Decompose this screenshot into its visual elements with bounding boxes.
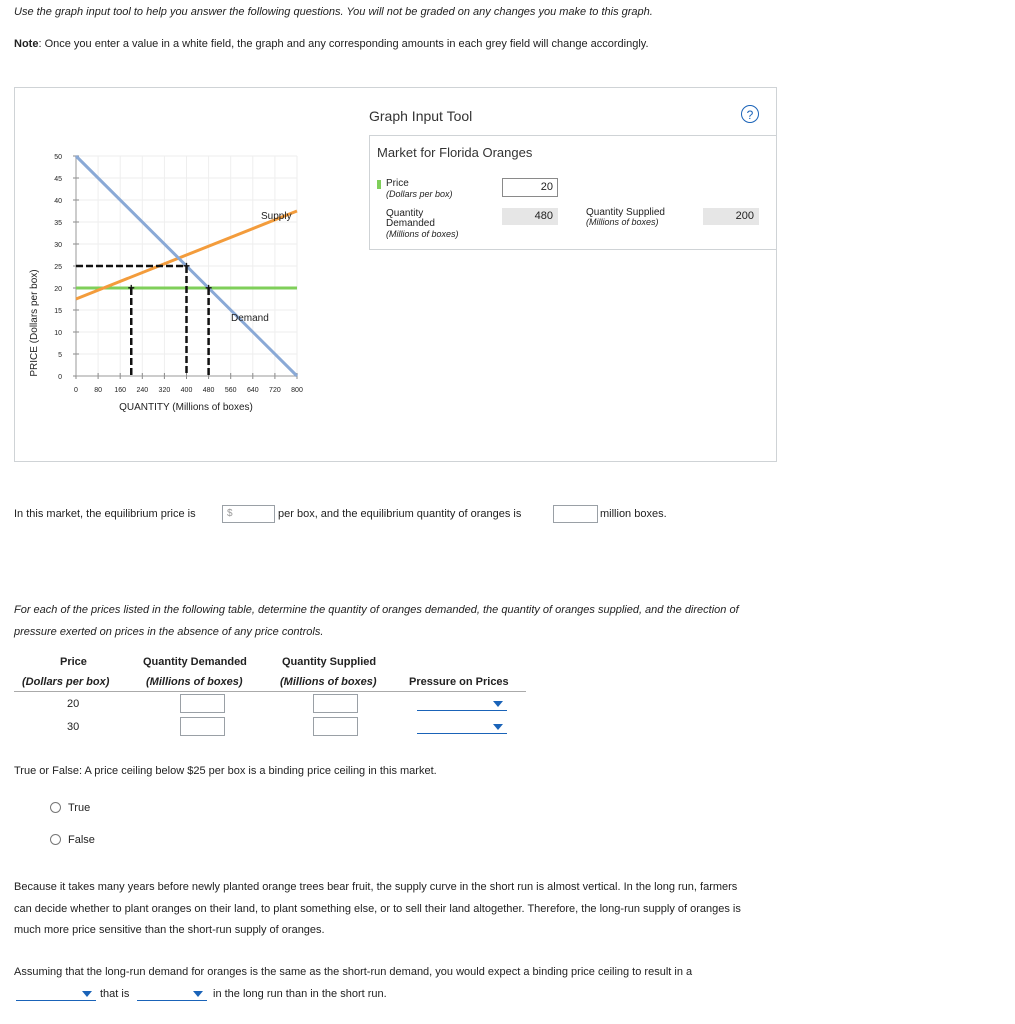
market-chart[interactable]	[15, 88, 345, 458]
y-tick-label: 5	[58, 352, 62, 359]
note-body: : Once you enter a value in a white field, the graph and any corresponding amounts in each grey field will change accordingly.	[38, 38, 649, 50]
x-tick-label: 240	[136, 387, 149, 394]
price-label: Price	[386, 178, 409, 189]
demand-label: Demand	[231, 313, 269, 324]
x-tick-label: 640	[246, 387, 259, 394]
row-price-20: 20	[67, 698, 80, 710]
help-icon[interactable]: ?	[741, 105, 759, 123]
chevron-down-icon	[193, 991, 203, 997]
y-tick-label: 15	[54, 308, 62, 315]
qs-value: 200	[703, 208, 759, 225]
that-is-text: that is	[100, 988, 130, 1000]
price-unit: (Dollars per box)	[386, 189, 453, 199]
header-qd-unit: (Millions of boxes)	[146, 676, 243, 688]
table-intro-2: pressure exerted on prices in the absence of any price controls.	[14, 626, 324, 638]
true-label[interactable]: True	[68, 802, 91, 814]
header-price-unit: (Dollars per box)	[22, 676, 110, 688]
qd-unit: (Millions of boxes)	[386, 229, 459, 239]
para-line-2: can decide whether to plant oranges on their land, to plant something else, or to sell their land altogether. Therefore, the long-run supply of oranges is	[14, 903, 741, 915]
y-tick-label: 30	[54, 242, 62, 249]
y-tick-label: 0	[58, 374, 62, 381]
chevron-down-icon	[493, 701, 503, 707]
q3-question: True or False: A price ceiling below $25 per box is a binding price ceiling in this market.	[14, 765, 437, 777]
qs-unit: (Millions of boxes)	[586, 217, 659, 227]
header-qs: Quantity Supplied	[282, 656, 377, 668]
qs-label: Quantity Supplied	[586, 207, 665, 218]
qd-value: 480	[502, 208, 558, 225]
chevron-down-icon	[82, 991, 92, 997]
supply-label: Supply	[261, 211, 292, 222]
false-label[interactable]: False	[68, 834, 95, 846]
y-tick-label: 45	[54, 176, 62, 183]
q4-line-1: Assuming that the long-run demand for oranges is the same as the short-run demand, you would expect a binding price ceiling to result in a	[14, 966, 693, 978]
y-tick-label: 40	[54, 198, 62, 205]
graph-panel	[14, 87, 777, 462]
qd-label-2: Demanded	[386, 218, 435, 229]
y-tick-label: 20	[54, 286, 62, 293]
qd-label-1: Quantity	[386, 208, 424, 219]
y-tick-label: 35	[54, 220, 62, 227]
header-price: Price	[60, 656, 87, 668]
chevron-down-icon	[493, 724, 503, 730]
market-title: Market for Florida Oranges	[377, 145, 533, 160]
x-tick-label: 80	[94, 387, 102, 394]
qd-input-row1[interactable]	[180, 694, 225, 713]
x-tick-label: 480	[202, 387, 215, 394]
intersection-marker: +	[127, 281, 135, 295]
para-line-1: Because it takes many years before newly planted orange trees bear fruit, the supply curve in the short run is almost vertical. In the long run, farmers	[14, 881, 738, 893]
false-radio[interactable]	[50, 834, 61, 845]
pressure-dropdown-row2[interactable]	[417, 720, 507, 734]
comparison-dropdown[interactable]	[137, 987, 207, 1001]
x-axis-label: QUANTITY (Millions of boxes)	[119, 402, 253, 413]
note-text	[14, 38, 649, 50]
equilibrium-quantity-input[interactable]	[553, 505, 598, 523]
x-tick-label: 400	[180, 387, 193, 394]
x-tick-label: 160	[114, 387, 127, 394]
instruction-text: Use the graph input tool to help you answer the following questions. You will not be graded on any changes you make to this graph.	[14, 6, 653, 18]
dollar-sign: $	[227, 508, 233, 519]
y-axis-label: PRICE (Dollars per box)	[29, 269, 40, 377]
qs-input-row1[interactable]	[313, 694, 358, 713]
header-qd: Quantity Demanded	[143, 656, 247, 668]
price-input[interactable]: 20	[502, 178, 558, 197]
x-tick-label: 0	[74, 387, 78, 394]
pressure-dropdown-row1[interactable]	[417, 697, 507, 711]
q1-text-after: million boxes.	[600, 508, 667, 520]
q1-text-before: In this market, the equilibrium price is	[14, 508, 196, 520]
header-qs-unit: (Millions of boxes)	[280, 676, 377, 688]
shortage-dropdown[interactable]	[16, 987, 96, 1001]
x-tick-label: 320	[158, 387, 171, 394]
qd-input-row2[interactable]	[180, 717, 225, 736]
para-line-3: much more price sensitive than the short-run supply of oranges.	[14, 924, 325, 936]
qs-input-row2[interactable]	[313, 717, 358, 736]
tool-title: Graph Input Tool	[369, 108, 473, 124]
y-tick-label: 25	[54, 264, 62, 271]
true-radio[interactable]	[50, 802, 61, 813]
table-header-rule	[14, 691, 526, 692]
equilibrium-price-input[interactable]	[222, 505, 275, 523]
price-marker-icon	[377, 180, 381, 189]
y-tick-label: 10	[54, 330, 62, 337]
row-price-30: 30	[67, 721, 80, 733]
graph-input-tool	[369, 135, 776, 250]
q4-end-text: in the long run than in the short run.	[213, 988, 387, 1000]
x-tick-label: 720	[269, 387, 281, 394]
header-pressure: Pressure on Prices	[409, 676, 509, 688]
x-tick-label: 800	[291, 387, 303, 394]
table-intro-1: For each of the prices listed in the following table, determine the quantity of oranges demanded, the quantity of oranges supplied, and the direction of	[14, 604, 739, 616]
y-tick-label: 50	[54, 154, 62, 161]
equilibrium-marker: +	[182, 259, 191, 273]
q1-text-middle: per box, and the equilibrium quantity of oranges is	[278, 508, 522, 520]
x-tick-label: 560	[224, 387, 237, 394]
intersection-marker: +	[205, 281, 213, 295]
note-label: Note	[14, 38, 39, 50]
